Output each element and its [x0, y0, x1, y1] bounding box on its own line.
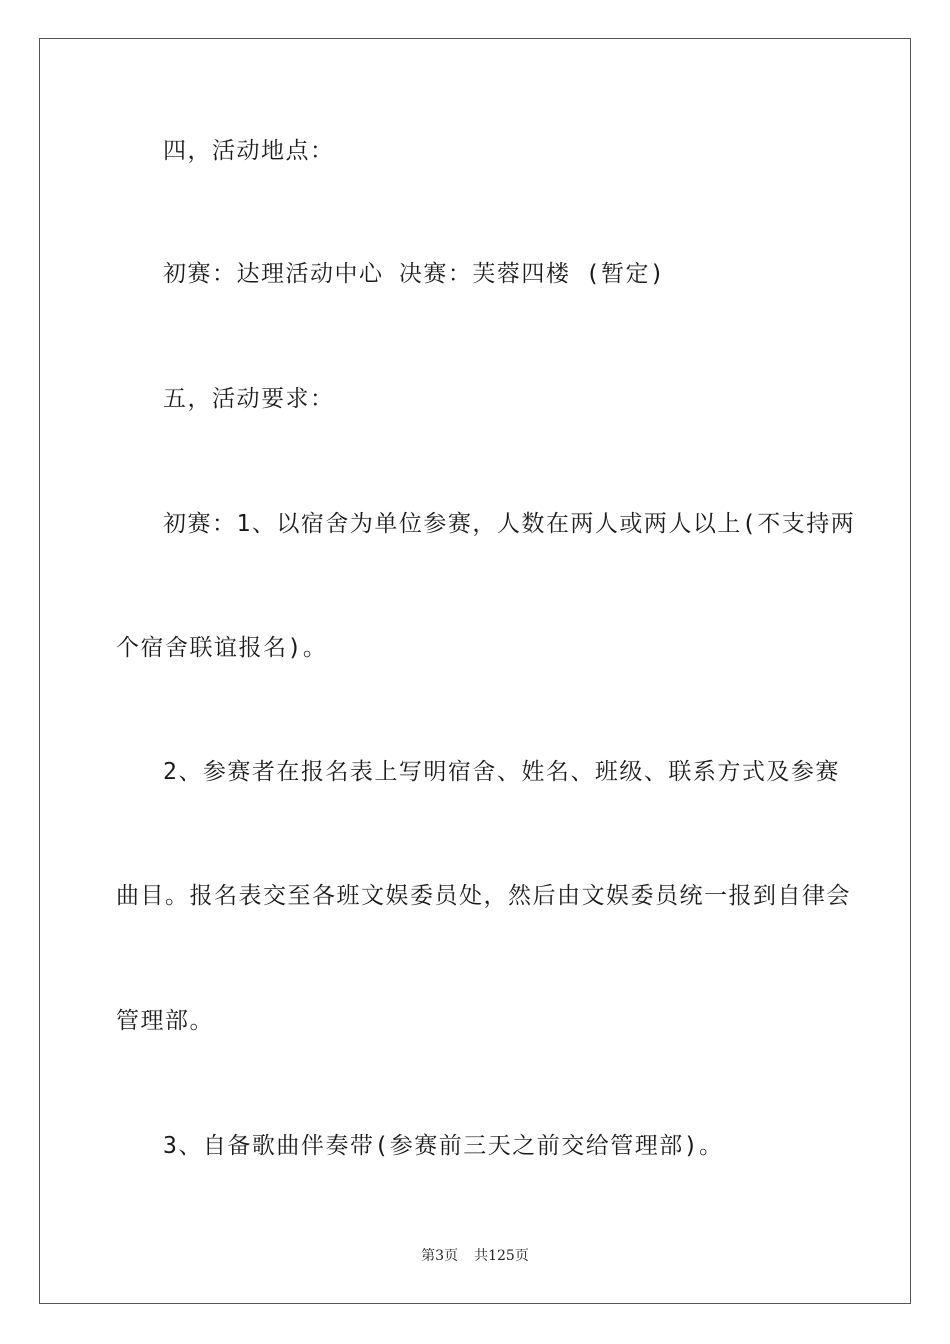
- total-pages: 共125页: [474, 1248, 529, 1264]
- page-border: [39, 38, 911, 1304]
- paragraph-line: 个宿舍联谊报名)。: [116, 635, 328, 661]
- section-heading-location: 四，活动地点：: [163, 138, 335, 164]
- paragraph-line: 3、自备歌曲伴奏带(参赛前三天之前交给管理部)。: [163, 1133, 724, 1159]
- page-number: 第3页: [421, 1248, 459, 1264]
- paragraph-line: 2、参赛者在报名表上写明宿舍、姓名、班级、联系方式及参赛: [163, 759, 840, 785]
- paragraph-line: 初赛：1、以宿舍为单位参赛，人数在两人或两人以上(不支持两: [163, 511, 856, 537]
- paragraph-line: 曲目。报名表交至各班文娱委员处，然后由文娱委员统一报到自律会: [116, 883, 851, 909]
- page-footer: [0, 1247, 950, 1265]
- paragraph-venues: 初赛：达理活动中心 决赛：芙蓉四楼 (暂定): [163, 261, 666, 287]
- paragraph-line: 管理部。: [116, 1008, 214, 1034]
- section-heading-requirements: 五，活动要求：: [163, 386, 335, 412]
